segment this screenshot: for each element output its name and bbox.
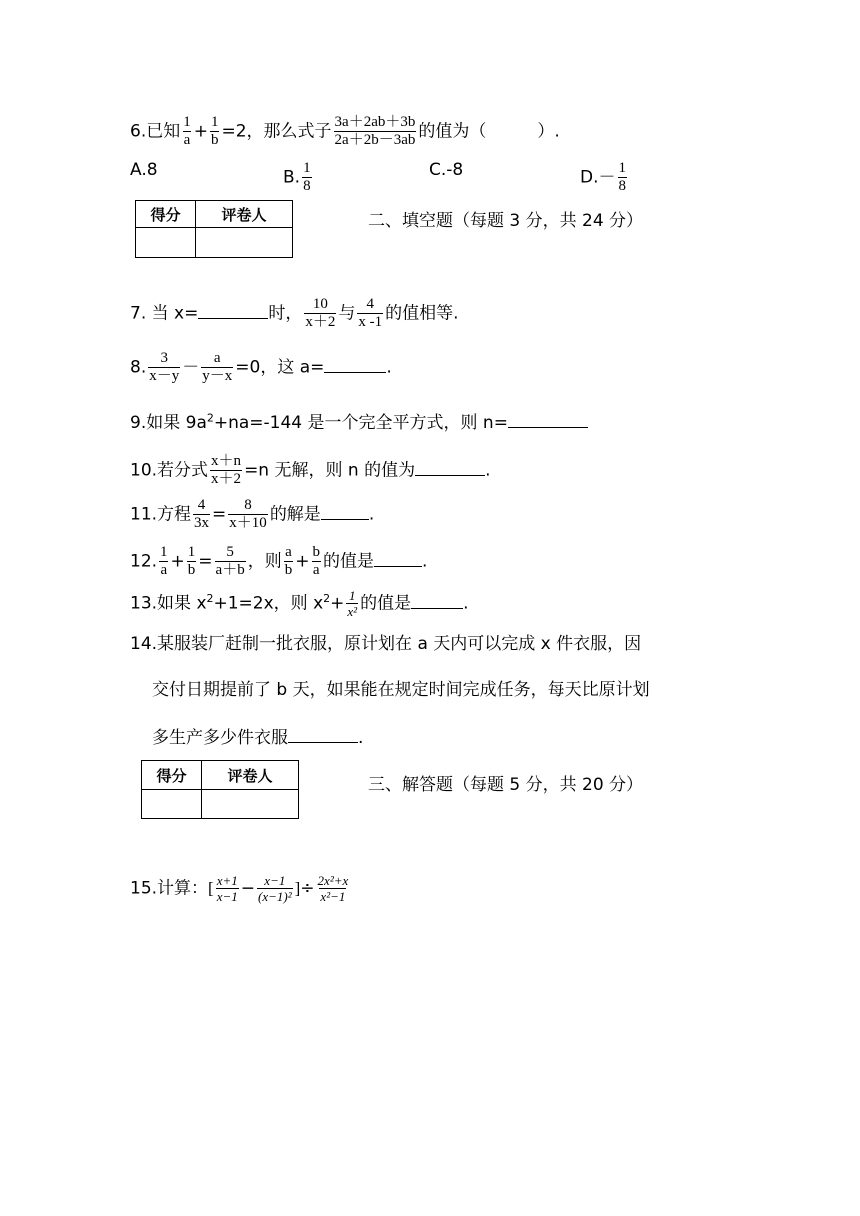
- q8-answer-blank[interactable]: [324, 356, 386, 373]
- grader-cell[interactable]: [196, 228, 293, 258]
- q14-answer-blank[interactable]: [288, 726, 358, 743]
- question-11: 11.方程 $\frac{4}{3x}$ = $\frac{8}{x+10}$ 的解是 .: [130, 497, 375, 531]
- q13-answer-blank[interactable]: [411, 592, 463, 609]
- score-header: 得分: [142, 761, 202, 790]
- question-7: 7. 当 x= 时， $\frac{10}{x+2}$ 与 $\frac{4}{x -1}$ 的值相等.: [130, 296, 459, 330]
- section-2-heading: 二、填空题（每题 3 分，共 24 分）: [368, 211, 644, 231]
- question-14-line-2: 交付日期提前了 b 天，如果能在规定时间完成任务，每天比原计划: [152, 680, 650, 700]
- q9-answer-blank[interactable]: [508, 411, 588, 428]
- score-table-1: [135, 200, 293, 258]
- q7-answer-blank[interactable]: [198, 302, 268, 319]
- question-9: 9.如果 $9a^2+na=-144$ 是一个完全平方式，则 n=: [130, 411, 588, 433]
- grader-cell[interactable]: [202, 790, 299, 819]
- score-header: 得分: [136, 201, 196, 228]
- question-6: [130, 114, 560, 149]
- question-14-line-3: 多生产多少件衣服 .: [152, 728, 364, 748]
- score-cell[interactable]: [136, 228, 196, 258]
- grader-header: 评卷人: [202, 761, 299, 790]
- grader-header: 评卷人: [196, 201, 293, 228]
- score-table-2: [141, 760, 299, 819]
- question-13: 13.如果 $x^2+1=2x$，则 $x^2+$ $\frac{1}{\text{x²}}$ 的值是 .: [130, 588, 469, 619]
- q6-frac-3: $\frac{3a+2ab+3b}{2a+2b-3ab}$: [334, 114, 416, 148]
- q6-plus: +: [193, 121, 208, 142]
- question-8: 8. $\frac{3}{x-y}$ － $\frac{a}{y-x}$ =0，这 a= .: [130, 350, 392, 384]
- q10-answer-blank[interactable]: [415, 459, 485, 476]
- q11-answer-blank[interactable]: [321, 503, 369, 520]
- q6-option-a: A.8: [130, 160, 158, 180]
- question-12: 12. $\frac{1}{a}$ + $\frac{1}{b}$ = $\frac{5}{a+b}$ ，则 $\frac{a}{b}$ + $\frac{b}{a}$ 的值是 .: [130, 544, 428, 578]
- question-10: 10.若分式 $\frac{x+n}{x+2}$ =n 无解，则 n 的值为 .: [130, 453, 491, 487]
- q6-suffix: 的值为（ ）.: [418, 121, 560, 142]
- section-3-heading: 三、解答题（每题 5 分，共 20 分）: [368, 775, 644, 795]
- question-15: 15.计算：[ $\frac{x+1}{x-1}$ − $\frac{x-1}{\text{(x−1)²}}$ ]÷ $\frac{\text{2x²+x}}{\text{x²−1}}$: [130, 873, 349, 904]
- q6-option-d: D.－ $\frac{1}{8}$: [580, 160, 626, 194]
- q6-frac-2: $\frac{1}{b}$: [210, 114, 219, 148]
- q12-answer-blank[interactable]: [374, 550, 422, 567]
- question-14-line-1: 14.某服装厂赶制一批衣服，原计划在 a 天内可以完成 x 件衣服，因: [130, 634, 642, 654]
- q6-option-b: B. $\frac{1}{8}$: [283, 160, 311, 194]
- q6-frac-1: $\frac{1}{a}$: [183, 114, 191, 148]
- q6-prefix: 6.已知: [130, 121, 181, 142]
- q6-eq: =2，那么式子: [221, 121, 332, 142]
- q6-option-c: C.-8: [429, 160, 464, 180]
- score-cell[interactable]: [142, 790, 202, 819]
